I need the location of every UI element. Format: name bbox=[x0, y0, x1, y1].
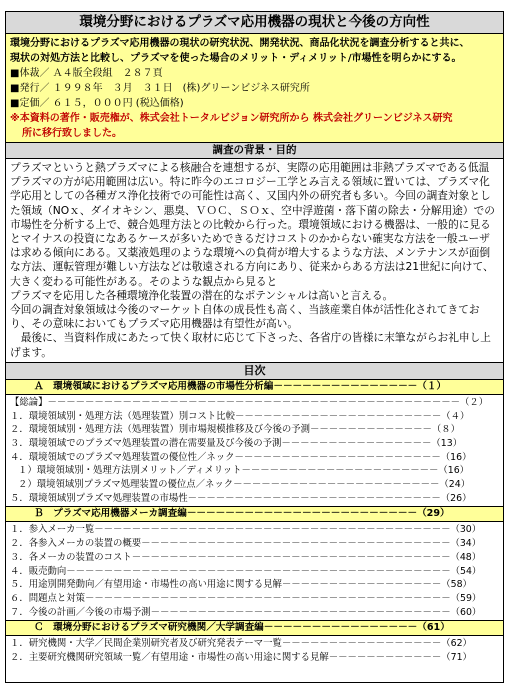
table-of-contents bbox=[6, 380, 503, 666]
toc-item: ３．各メーカの装置のコスト－－－－－－－－－－－－－－－－－－－－－－－－－－－－－－－－－－（48） bbox=[10, 551, 482, 563]
toc-item: ４．販売動向－－－－－－－－－－－－－－－－－－－－－－－－－－－－－－－－－－－－－－－－－（54） bbox=[10, 565, 482, 577]
toc-item: ６．問題点と対策－－－－－－－－－－－－－－－－－－－－－－－－－－－－－－－－－－－－－－－（59） bbox=[10, 592, 482, 604]
toc-item: １．環境領域別・処理方法（処理装置）別コスト比較－－－－－－－－－－－－－－－－－－－－－－（４） bbox=[10, 410, 470, 422]
toc-item: ２）環境領域別プラズマ処理装置の優位点／ネック－－－－－－－－－－－－－－－－－－－－－－（24） bbox=[18, 479, 471, 491]
toc-heading: 目次 bbox=[6, 363, 503, 380]
toc-item: 【総論】－－－－－－－－－－－－－－－－－－－－－－－－－－－－－－－－－－－－－－－－－－－－（２） bbox=[10, 396, 489, 408]
toc-item: ２．主要研究機関研究領域一覧／有望用途・市場性の高い用途に関する見解－－－－－－－－－－－－（71） bbox=[10, 652, 472, 664]
body-paragraph: 最後に、当資料作成にあたって快く取材に応じて下さった、各省庁の皆様に末筆ながらお礼申し上げます。 bbox=[10, 331, 491, 359]
toc-part-header: Ａ 環境領域におけるプラズマ応用機器の市場性分析編－－－－－－－－－－－－－－－（１） bbox=[6, 380, 503, 395]
spec-publish: ■発行／ １９９８年 ３月 ３１日 (株)グリーンビジネス研究所 bbox=[10, 83, 310, 94]
body-paragraph: プラズマというと熱プラズマによる核融合を連想するが、実際の応用範囲は非熱プラズマである低温プラズマの方が応用範囲は広い。特に昨今のエコロジー工学とみ言える領域に置いては、プラズマ化学応用としての各種ガス浄化技術での可能性は高く、又国内外の研究者も多い。今回の調査対象とした領域（NOｘ、ダイオキシン、悪臭、ＶＯＣ、ＳＯｘ、空中浮遊菌・落下菌の除去・分解用途）での市場性を分析する上で、競合処理方法との比較から行った。環境領域における機器は、一般的に見るとマイナスの投資になあるケースが多いためできるだけコストのかからない確実な方法を一般ユーザは求める傾向にある。又薬液処理のような環境への負荷が増大するような方法、メンテナンスが面倒な方法、運転管理が難しい方法などは敬遠される方向にあり、従来からある方法は21世紀に向けて、大きく変わる可能性がある。そのような観点から見ると bbox=[10, 161, 495, 288]
toc-item: ５．環境領域別プラズマ処理装置の市場性－－－－－－－－－－－－－－－－－－－－－－－－－－－（26） bbox=[10, 492, 472, 504]
toc-item: ２．環境領域別・処理方法（処理装置）別市場規模推移及び今後の予測－－－－－－－－－－－－－（８） bbox=[10, 424, 461, 436]
toc-item-list bbox=[6, 636, 503, 665]
toc-item: ２．各参入メーカの装置の概要－－－－－－－－－－－－－－－－－－－－－－－－－－－－－－－－－（34） bbox=[10, 538, 482, 550]
toc-item-list bbox=[6, 522, 503, 621]
page-title: 環境分野におけるプラズマ応用機器の現状と今後の方向性 bbox=[6, 12, 503, 34]
body-paragraph: 今回の調査対象領域は今後のマーケット自体の成長性も高く、当該産業自体が活性化されてきており、その意味においてもプラズマ応用機器は有望性が高い。 bbox=[10, 303, 480, 331]
summary-block bbox=[6, 34, 503, 143]
toc-item: １．研究機関・大学／民間企業別研究者及び研究発表テーマ一覧－－－－－－－－－－－－－－－－－（62） bbox=[10, 638, 472, 650]
toc-item: １．参入メーカ一覧－－－－－－－－－－－－－－－－－－－－－－－－－－－－－－－－－－－－－－（30） bbox=[10, 524, 482, 536]
summary-line: 環境分野におけるプラズマ応用機器の現状の研究状況、開発状況、商品化状況を調査分析すると共に、 bbox=[10, 38, 470, 49]
copyright-note: ※本資料の著作・販売権が、株式会社トータルビジョン研究所から 株式会社グリーンビジネス研究 bbox=[10, 113, 453, 124]
toc-item: ７．今後の計画／今後の市場予測－－－－－－－－－－－－－－－－－－－－－－－－－－－－－－－－（60） bbox=[10, 606, 482, 618]
toc-item-list bbox=[6, 395, 503, 508]
section-heading-background: 調査の背景・目的 bbox=[6, 143, 503, 159]
spec-format: ■体裁／ Ａ４版全段組 ２８７頁 bbox=[10, 68, 163, 79]
summary-line: 現状の対処方法と比較し、プラズマを使った場合のメリット・ディメリット/市場性を明らかにする。 bbox=[10, 53, 462, 64]
toc-item: ４．環境領域でのプラズマ処理装置の優位性／ネック－－－－－－－－－－－－－－－－－－－－－－（16） bbox=[10, 451, 472, 463]
spec-price: ■定価／ ６１５，０００円 (税込価格) bbox=[10, 98, 184, 109]
background-body bbox=[6, 159, 503, 363]
body-paragraph: プラズマを応用した各種環境浄化装置の潜在的なポテンシャルは高いと言える。 bbox=[10, 288, 394, 302]
document-page bbox=[5, 11, 504, 683]
copyright-note-cont: 所に移行致しました。 bbox=[22, 128, 122, 139]
toc-part-header: Ｂ プラズマ応用機器メーカ調査編－－－－－－－－－－－－－－－－－－－－－－－－（29） bbox=[6, 507, 503, 522]
toc-item: ３．環境領域でのプラズマ処理装置の潜在需要量及び今後の予測－－－－－－－－－－－－－－－－（13） bbox=[10, 437, 463, 449]
toc-part-header: Ｃ 環境分野におけるプラズマ研究機関／大学調査編－－－－－－－－－－－－－－－－（61） bbox=[6, 621, 503, 636]
toc-item: １）環境領域別・処理方法別メリット／ディメリット－－－－－－－－－－－－－－－－－－－－－（16） bbox=[18, 465, 470, 477]
toc-item: ５．用途別開発動向／有望用途・市場性の高い用途に関する見解－－－－－－－－－－－－－－－－－（58） bbox=[10, 579, 472, 591]
